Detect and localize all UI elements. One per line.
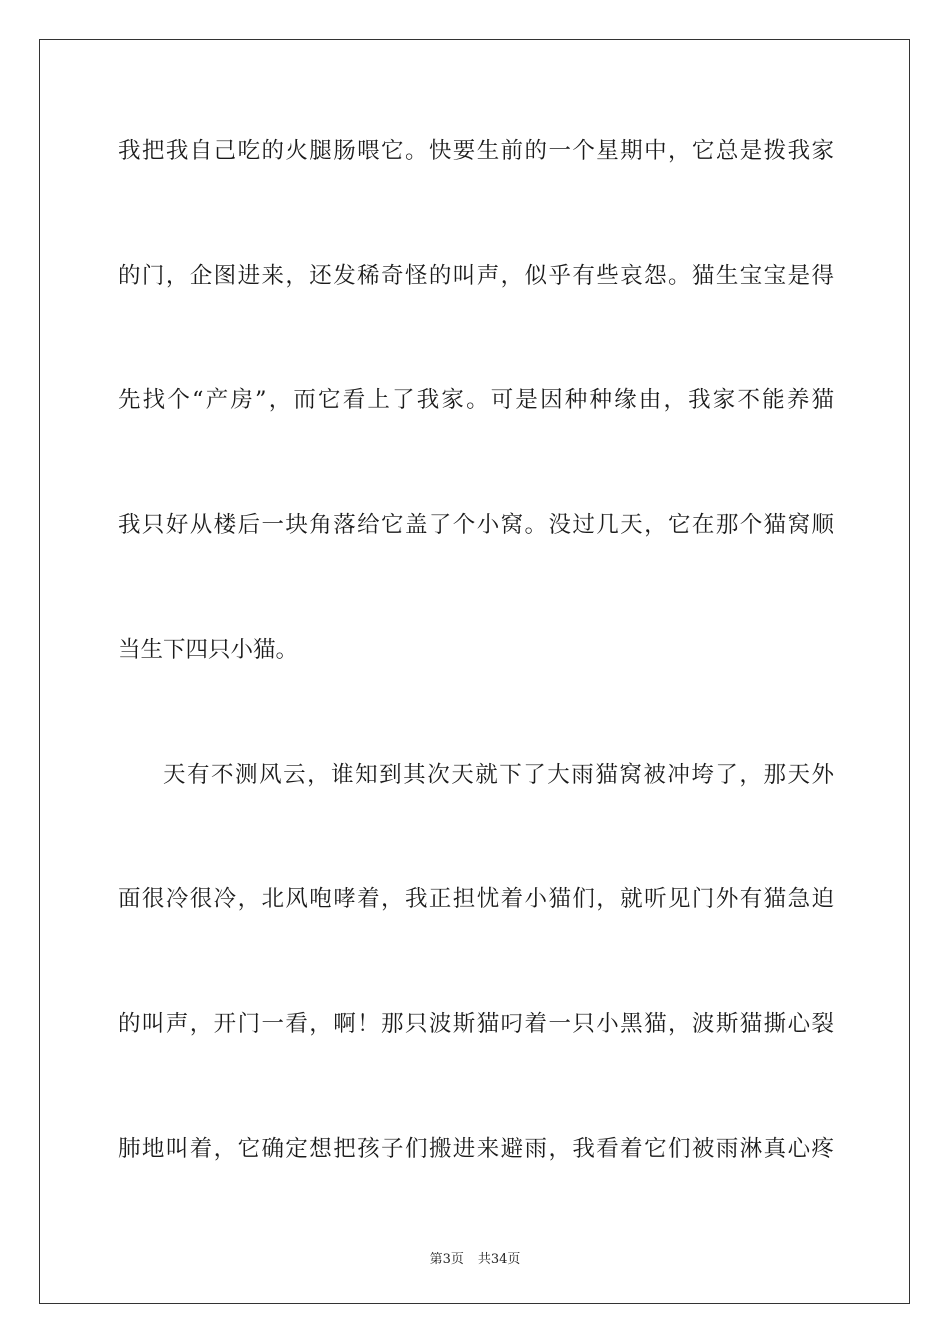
text-line-3: 先找个“产房”，而它看上了我家。可是因种种缘由，我家不能养猫 — [118, 387, 834, 413]
page-number: 第3页 — [429, 1252, 464, 1267]
text-line-1: 我把我自己吃的火腿肠喂它。快要生前的一个星期中，它总是拨我家 — [118, 138, 834, 164]
text-line-7: 面很冷很冷，北风咆哮着，我正担忧着小猫们，就听见门外有猫急迫 — [118, 886, 834, 912]
text-line-4: 我只好从楼后一块角落给它盖了个小窝。没过几天，它在那个猫窝顺 — [118, 512, 834, 538]
page-footer — [0, 1248, 950, 1267]
text-line-6: 天有不测风云，谁知到其次天就下了大雨猫窝被冲垮了，那天外 — [163, 762, 834, 788]
text-line-5: 当生下四只小猫。 — [118, 637, 299, 663]
text-line-9: 肺地叫着，它确定想把孩子们搬进来避雨，我看着它们被雨淋真心疼 — [118, 1136, 834, 1162]
text-line-8: 的叫声，开门一看，啊！那只波斯猫叼着一只小黑猫，波斯猫撕心裂 — [118, 1011, 834, 1037]
page-total: 共34页 — [477, 1252, 521, 1267]
page-border — [39, 39, 910, 1304]
text-line-2: 的门，企图进来，还发稀奇怪的叫声，似乎有些哀怨。猫生宝宝是得 — [118, 263, 834, 289]
